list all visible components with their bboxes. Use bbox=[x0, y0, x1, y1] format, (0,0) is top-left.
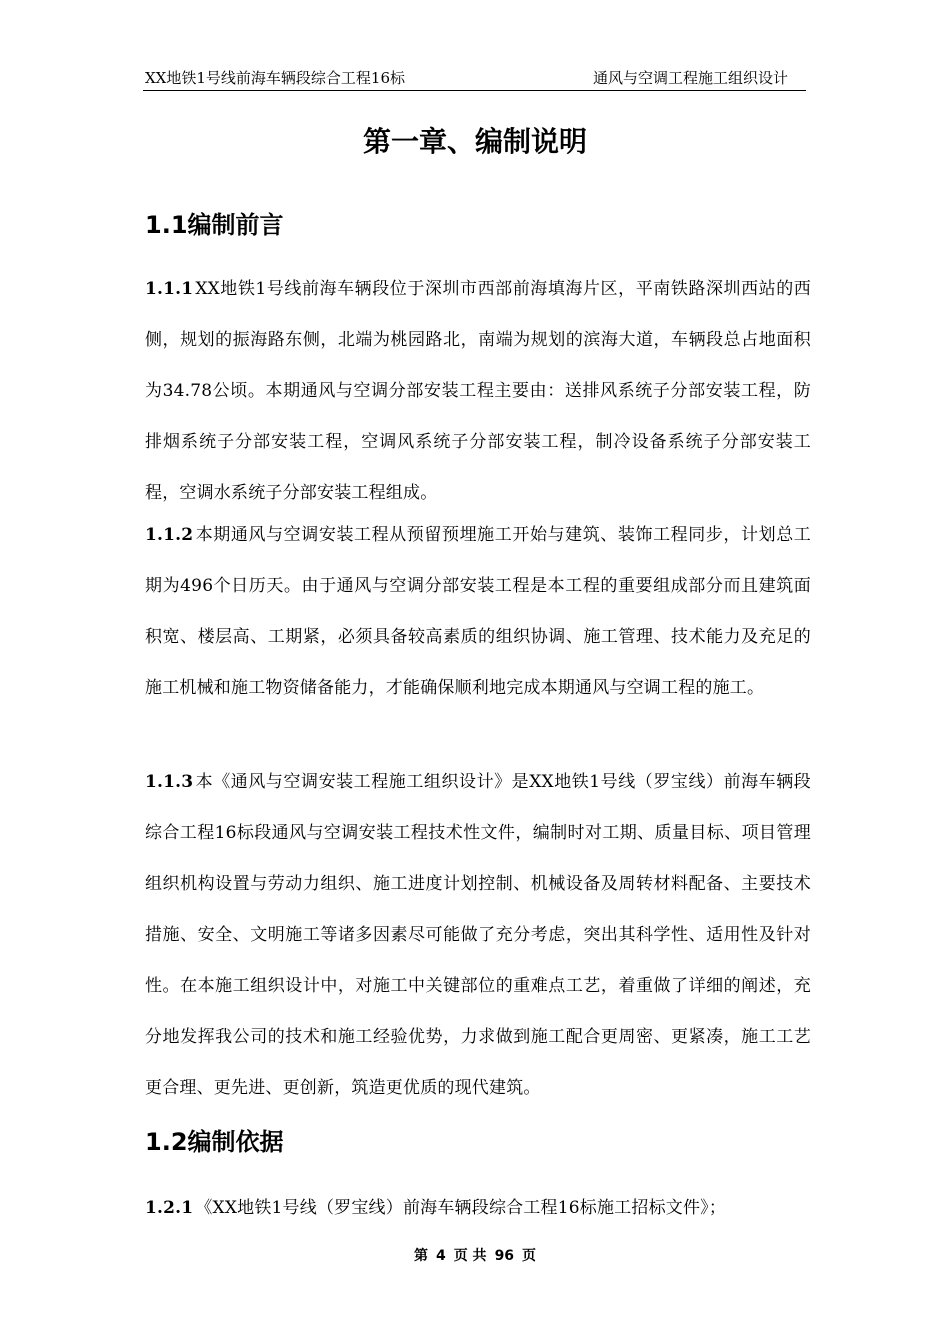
paragraph-text: 本期通风与空调安装工程从预留预埋施工开始与建筑、装饰工程同步，计划总工期为496个日历天。由于通风与空调分部安装工程是本工程的重要组成部分而且建筑面积宽、楼层高、工期紧，必须具备较高素质的组织协调、施工管理、技术能力及充足的施工机械和施工物资储备能力，才能确保顺利地完成本期通风与空调工程的施工。 bbox=[145, 525, 811, 698]
footer-suffix: 页 bbox=[522, 1248, 537, 1264]
page-header bbox=[143, 66, 806, 91]
paragraph-text: 《XX地铁1号线（罗宝线）前海车辆段综合工程16标施工招标文件》； bbox=[195, 1198, 727, 1218]
paragraph-1-1-3 bbox=[145, 757, 811, 1114]
header-document-title: 通风与空调工程施工组织设计 bbox=[592, 69, 788, 87]
page-footer bbox=[0, 1246, 950, 1266]
section-title-1-1: 1.1编制前言 bbox=[145, 211, 284, 239]
paragraph-number: 1.1.1 bbox=[145, 279, 194, 299]
footer-total-pages: 96 bbox=[494, 1248, 515, 1264]
paragraph-number: 1.2.1 bbox=[145, 1198, 194, 1218]
paragraph-number: 1.1.3 bbox=[145, 772, 194, 792]
paragraph-1-2-1 bbox=[145, 1183, 811, 1234]
footer-page-number: 4 bbox=[435, 1248, 446, 1264]
paragraph-text: 本《通风与空调安装工程施工组织设计》是XX地铁1号线（罗宝线）前海车辆段综合工程16标段通风与空调安装工程技术性文件，编制时对工期、质量目标、项目管理组织机构设置与劳动力组织、施工进度计划控制、机械设备及周转材料配备、主要技术措施、安全、文明施工等诸多因素尽可能做了充分考虑，突出其科学性、适用性及针对性。在本施工组织设计中，对施工中关键部位的重难点工艺，着重做了详细的阐述，充分地发挥我公司的技术和施工经验优势，力求做到施工配合更周密、更紧凑，施工工艺更合理、更先进、更创新，筑造更优质的现代建筑。 bbox=[145, 772, 811, 1098]
section-title-1-2: 1.2编制依据 bbox=[145, 1128, 284, 1156]
chapter-title: 第一章、编制说明 bbox=[362, 125, 587, 158]
footer-prefix: 第 bbox=[413, 1248, 428, 1264]
paragraph-text: XX地铁1号线前海车辆段位于深圳市西部前海填海片区，平南铁路深圳西站的西侧，规划的振海路东侧，北端为桃园路北，南端为规划的滨海大道，车辆段总占地面积为34.78公顷。本期通风与空调分部安装工程主要由：送排风系统子分部安装工程，防排烟系统子分部安装工程，空调风系统子分部安装工程，制冷设备系统子分部安装工程，空调水系统子分部安装工程组成。 bbox=[145, 279, 811, 503]
header-project-name: XX地铁1号线前海车辆段综合工程16标 bbox=[145, 69, 405, 87]
paragraph-number: 1.1.2 bbox=[145, 525, 194, 545]
footer-middle: 页 共 bbox=[453, 1248, 487, 1264]
paragraph-1-1-1 bbox=[145, 264, 811, 519]
paragraph-1-1-2 bbox=[145, 510, 811, 714]
